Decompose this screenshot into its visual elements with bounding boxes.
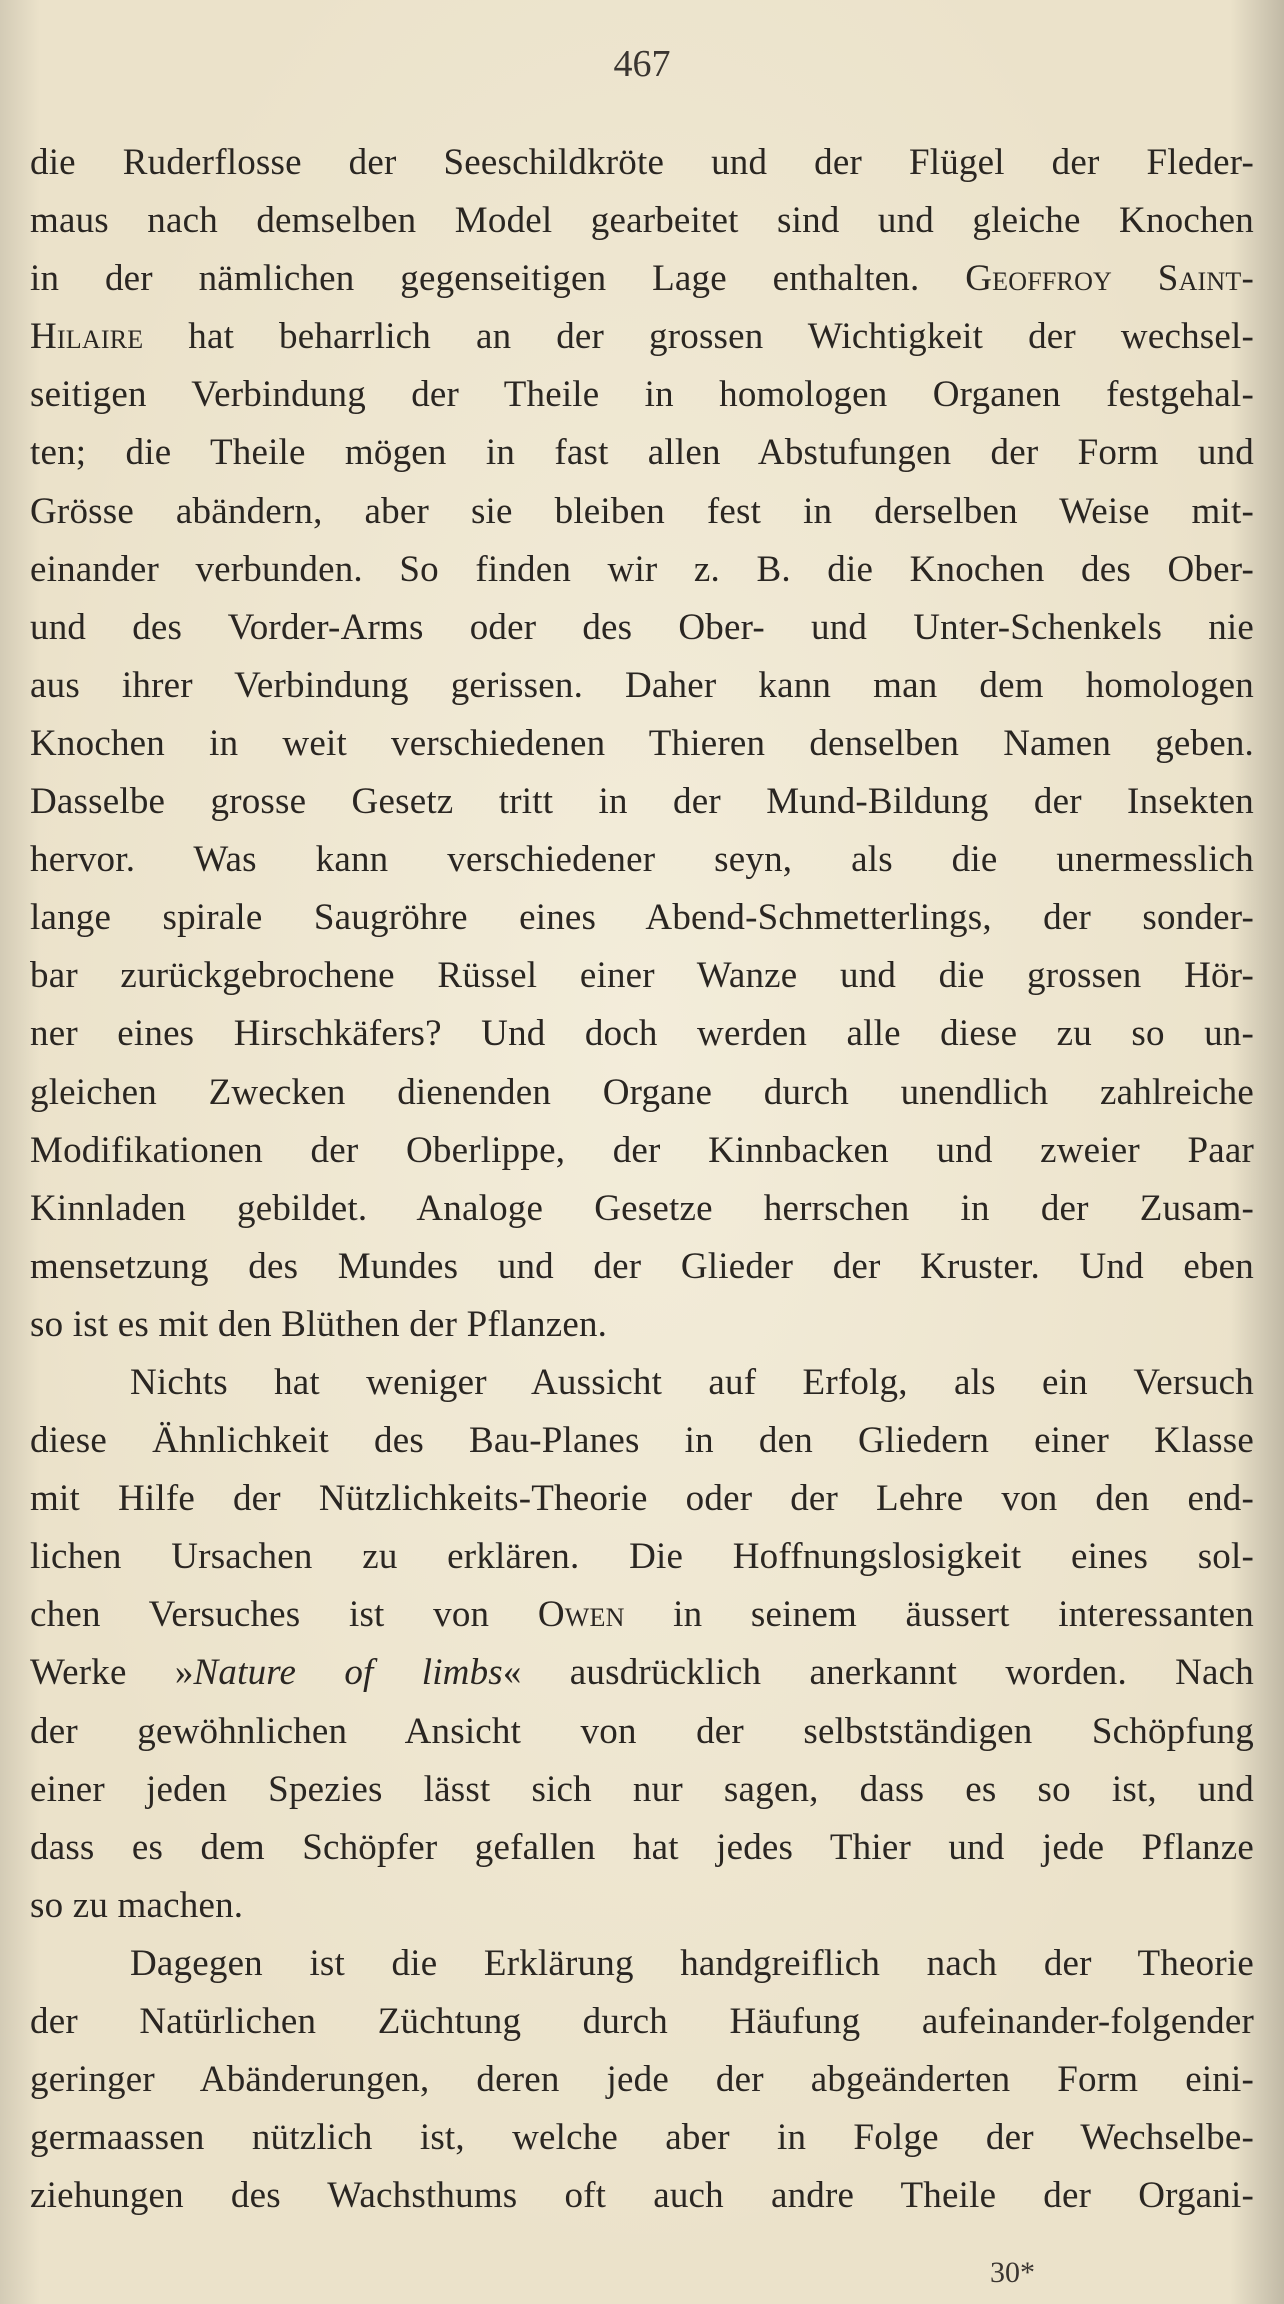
text-line [30, 947, 1254, 1005]
text-segment: Dasselbe grosse Gesetz tritt in der Mund-Bildung der Insekten [30, 781, 1254, 823]
text-segment: gleichen Zwecken dienenden Organe durch unendlich zahlreiche [30, 1071, 1254, 1113]
book-title: Nature of limbs [193, 1652, 503, 1694]
author-name: Owen [537, 1594, 625, 1636]
text-line [30, 1528, 1254, 1586]
text-line [30, 715, 1254, 773]
text-segment: mit Hilfe der Nützlichkeits-Theorie oder der Lehre von den end- [30, 1478, 1254, 1520]
text-segment: lichen Ursachen zu erklären. Die Hoffnungslosigkeit eines sol- [30, 1536, 1254, 1578]
text-line [30, 773, 1254, 831]
text-line [30, 1470, 1254, 1528]
text-segment: so ist es mit den Blüthen der Pflanzen. [30, 1303, 608, 1345]
text-line [30, 250, 1254, 308]
text-segment: der Natürlichen Züchtung durch Häufung aufeinander-folgender [30, 2001, 1254, 2042]
text-line [30, 1122, 1254, 1180]
text-line [30, 366, 1254, 424]
text-line [30, 1993, 1254, 2051]
text-segment: diese Ähnlichkeit des Bau-Planes in den Gliedern einer Klasse [30, 1420, 1254, 1462]
text-line [30, 424, 1254, 482]
text-line [30, 1703, 1254, 1761]
text-segment: Werke » [30, 1652, 194, 1694]
text-segment: der gewöhnlichen Ansicht von der selbstständigen Schöpfung [30, 1710, 1254, 1752]
text-line [30, 889, 1254, 947]
text-segment: Nichts hat weniger Aussicht auf Erfolg, als ein Versuch [130, 1361, 1254, 1403]
text-line [30, 599, 1254, 657]
text-line [30, 2109, 1254, 2167]
text-line [30, 1819, 1254, 1877]
signature-mark: 30* [990, 2256, 1035, 2289]
text-segment: Knochen in weit verschiedenen Thieren denselben Namen geben. [30, 722, 1254, 764]
text-segment: und des Vorder-Arms oder des Ober- und Unter-Schenkels nie [30, 606, 1254, 648]
text-segment: Dagegen ist die Erklärung handgreiflich nach der Theorie [130, 1942, 1254, 1984]
author-name: Geoffroy Saint- [965, 258, 1254, 300]
text-line [30, 1761, 1254, 1819]
text-segment: « ausdrücklich anerkannt worden. Nach [502, 1652, 1254, 1694]
text-segment: chen Versuches ist von [30, 1594, 538, 1636]
text-line [30, 1064, 1254, 1122]
text-segment: Kinnladen gebildet. Analoge Gesetze herrschen in der Zusam- [30, 1187, 1254, 1229]
text-line [30, 541, 1254, 599]
text-line [30, 1296, 1254, 1354]
text-segment: ziehungen des Wachsthums oft auch andre Theile der Organi- [30, 2175, 1254, 2217]
text-segment: seitigen Verbindung der Theile in homologen Organen festgehal- [30, 374, 1254, 416]
text-line [30, 1644, 1254, 1702]
text-line [30, 192, 1254, 250]
text-segment: hervor. Was kann verschiedener seyn, als die unermesslich [30, 839, 1254, 881]
text-line [30, 134, 1254, 192]
text-line [30, 1238, 1254, 1296]
text-segment: geringer Abänderungen, deren jede der abgeänderten Form eini- [30, 2059, 1254, 2101]
text-line [30, 2167, 1254, 2225]
text-segment: bar zurückgebrochene Rüssel einer Wanze und die grossen Hör- [30, 955, 1254, 997]
text-line [30, 1005, 1254, 1063]
text-line [30, 657, 1254, 715]
text-line [30, 1412, 1254, 1470]
text-segment: so zu machen. [30, 1884, 244, 1926]
text-segment: ner eines Hirschkäfers? Und doch werden alle diese zu so un- [30, 1013, 1254, 1055]
text-segment: Grösse abändern, aber sie bleiben fest in derselben Weise mit- [30, 490, 1254, 532]
text-segment: lange spirale Saugröhre eines Abend-Schmetterlings, der sonder- [30, 897, 1254, 939]
text-segment: einer jeden Spezies lässt sich nur sagen, dass es so ist, und [30, 1768, 1254, 1810]
text-segment: maus nach demselben Model gearbeitet sind und gleiche Knochen [30, 200, 1254, 242]
text-line [30, 1180, 1254, 1238]
text-line [30, 1586, 1254, 1644]
text-line [30, 2051, 1254, 2109]
text-segment: dass es dem Schöpfer gefallen hat jedes Thier und jede Pflanze [30, 1826, 1254, 1868]
text-segment: ten; die Theile mögen in fast allen Abstufungen der Form und [30, 432, 1254, 474]
text-line [30, 308, 1254, 366]
text-line [30, 1877, 1254, 1935]
text-line [30, 483, 1254, 541]
body-text [30, 134, 1254, 2225]
text-segment: einander verbunden. So finden wir z. B. die Knochen des Ober- [30, 548, 1254, 590]
text-segment: aus ihrer Verbindung gerissen. Daher kann man dem homologen [30, 664, 1254, 706]
text-segment: germaassen nützlich ist, welche aber in Folge der Wechselbe- [30, 2117, 1254, 2159]
text-segment: hat beharrlich an der grossen Wichtigkeit der wechsel- [143, 316, 1254, 358]
text-line [30, 831, 1254, 889]
text-segment: in seinem äussert interessanten [624, 1594, 1254, 1636]
text-segment: in der nämlichen gegenseitigen Lage enthalten. [30, 258, 966, 300]
text-line [30, 1354, 1254, 1412]
text-segment: mensetzung des Mundes und der Glieder der Kruster. Und eben [30, 1245, 1254, 1287]
text-segment: Modifikationen der Oberlippe, der Kinnbacken und zweier Paar [30, 1129, 1254, 1171]
author-name: Hilaire [30, 316, 144, 358]
page-number: 467 [613, 43, 671, 85]
text-segment: die Ruderflosse der Seeschildkröte und der Flügel der Fleder- [30, 142, 1254, 183]
text-line [30, 1935, 1254, 1993]
